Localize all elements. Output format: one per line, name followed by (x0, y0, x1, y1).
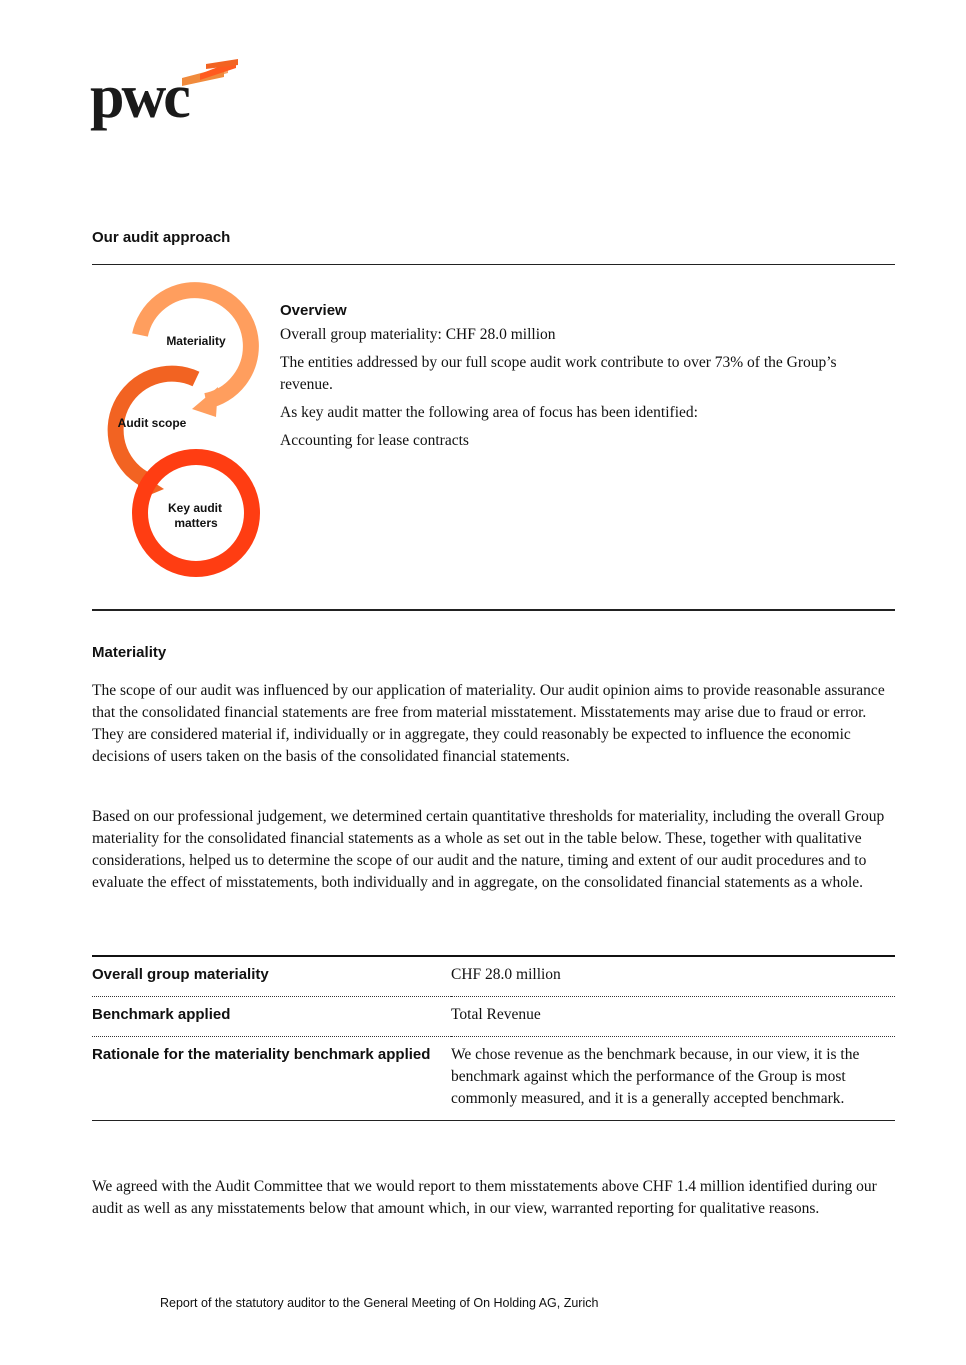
table-row (92, 997, 895, 1037)
pwc-logo-text: pwc (90, 63, 188, 131)
overview-line: Overall group materiality: CHF 28.0 million (280, 326, 556, 343)
section-title: Our audit approach (92, 229, 231, 246)
cycle-label-matters: matters (174, 516, 218, 530)
row-value: Total Revenue (451, 1006, 541, 1023)
section-top-rule (92, 264, 895, 265)
materiality-paragraph: The scope of our audit was influenced by our application of materiality. Our audit opinion aims to provide reasonable assurance that the consolidated financial statements are free from material misstatement. Misstatements may arise due to fraud or error. They are considered material if, individually or in aggregate, they could reasonably be expected to influence the economic decisions of users taken on the basis of the consolidated financial statements. (92, 682, 885, 765)
row-label: Overall group materiality (92, 966, 269, 983)
overview-block (280, 300, 890, 458)
table-row (92, 956, 895, 997)
table-row (92, 1037, 895, 1121)
closing-paragraph: We agreed with the Audit Committee that we would report to them misstatements above CHF 1.4 million identified during our audit as well as any misstatements below that amount which, in our view, warranted reporting for qualitative reasons. (92, 1178, 877, 1217)
audit-cycle-diagram (88, 275, 278, 590)
cycle-label-key-audit: Key audit (167, 501, 223, 515)
materiality-arrow (192, 387, 218, 417)
row-value: We chose revenue as the benchmark because, in our view, it is the benchmark against which the performance of the Group is most commonly measured, and it is a generally accepted benchmark. (451, 1046, 860, 1107)
materiality-table (92, 955, 895, 1121)
cycle-label-audit-scope: Audit scope (117, 416, 187, 430)
overview-line: The entities addressed by our full scope audit work contribute to over 73% of the Group’s revenue. (280, 354, 837, 393)
row-label: Rationale for the materiality benchmark applied (92, 1046, 431, 1063)
pwc-logo (88, 56, 243, 136)
row-label: Benchmark applied (92, 1006, 231, 1023)
row-value: CHF 28.0 million (451, 966, 561, 983)
section-bottom-rule (92, 609, 895, 611)
materiality-heading: Materiality (92, 644, 167, 661)
page-footer: Report of the statutory auditor to the General Meeting of On Holding AG, Zurich (160, 1296, 599, 1310)
cycle-label-materiality: Materiality (166, 334, 226, 348)
overview-line: Accounting for lease contracts (280, 432, 469, 449)
materiality-paragraph: Based on our professional judgement, we determined certain quantitative thresholds for materiality, including the overall Group materiality for the consolidated financial statements as a whole as set out in the table below. These, together with qualitative considerations, helped us to determine the scope of our audit and the nature, timing and extent of our audit procedures and to evaluate the effect of misstatements, both individually and in aggregate, on the consolidated financial statements as a whole. (92, 808, 885, 891)
overview-title: Overview (280, 302, 347, 319)
overview-line: As key audit matter the following area of focus has been identified: (280, 404, 698, 421)
